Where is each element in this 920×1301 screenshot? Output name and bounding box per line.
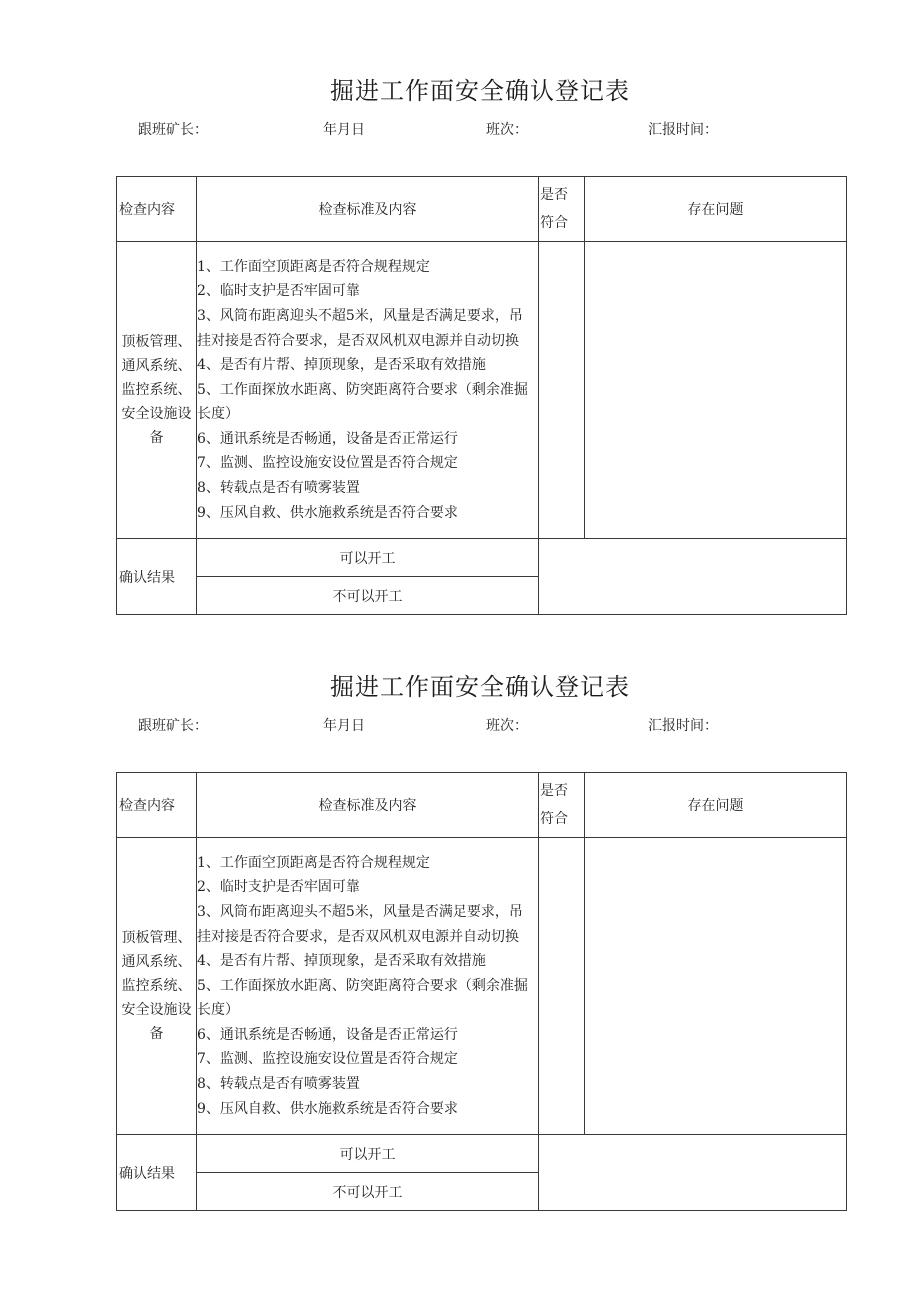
check-row [117,242,847,539]
standards-cell [197,838,539,1135]
issues-input-cell[interactable] [585,242,847,539]
standard-item: 6、通讯系统是否畅通，设备是否正常运行 [197,430,458,447]
category-line: 监控系统、 [121,382,192,398]
header-conform [539,177,585,242]
report-time-field: 汇报时间： [648,122,718,138]
inspection-table [116,176,847,615]
category-line: 通风系统、 [121,954,192,970]
result-label: 确认结果 [117,539,197,615]
result-blank-cell[interactable] [539,539,847,615]
result-option-no[interactable]: 不可以开工 [197,1173,539,1211]
category-line: 通风系统、 [121,358,192,374]
standard-item: 7、监测、监控设施安设位置是否符合规定 [197,455,458,472]
standard-item: 4、是否有片帮、掉顶现象，是否采取有效措施 [197,953,486,970]
category-cell [117,242,197,539]
date-field: 年月日 [323,122,365,138]
category-line: 安全设施设 [121,1002,192,1018]
result-row-ok [117,1135,847,1173]
standard-item: 2、临时支护是否牢固可靠 [197,879,360,896]
category-line: 顶板管理、 [121,930,192,946]
standard-item: 8、转载点是否有喷雾装置 [197,1076,360,1093]
header-standard: 检查标准及内容 [197,177,539,242]
standard-item: 3、风筒布距离迎头不超5米，风量是否满足要求，吊 [197,903,523,920]
shift-field: 班次： [486,122,528,138]
standard-item: 4、是否有片帮、掉顶现象，是否采取有效措施 [197,357,486,374]
category-line: 备 [149,1026,164,1042]
standard-item: 9、压风自救、供水施救系统是否符合要求 [197,504,458,521]
result-option-no[interactable]: 不可以开工 [197,577,539,615]
category-line: 备 [149,430,164,446]
header-conform-line1: 是否 [540,783,568,799]
standard-item: 5、工作面探放水距离、防突距离符合要求（剩余准掘 [197,381,528,398]
header-conform-line1: 是否 [540,187,568,203]
category-cell [117,838,197,1135]
conform-input-cell[interactable] [539,242,585,539]
standards-list [197,255,538,526]
header-conform-line2: 符合 [540,215,568,231]
standard-item: 1、工作面空顶距离是否符合规程规定 [197,854,430,871]
header-standard: 检查标准及内容 [197,773,539,838]
date-field: 年月日 [323,718,365,734]
check-row [117,838,847,1135]
report-time-field: 汇报时间： [648,718,718,734]
header-conform [539,773,585,838]
result-option-ok[interactable]: 可以开工 [197,539,539,577]
standard-item: 1、工作面空顶距离是否符合规程规定 [197,258,430,275]
standard-item: 挂对接是否符合要求，是否双风机双电源并自动切换 [197,928,519,945]
inspection-table [116,772,847,1211]
standard-item: 2、临时支护是否牢固可靠 [197,283,360,300]
result-row-ok [117,539,847,577]
result-option-ok[interactable]: 可以开工 [197,1135,539,1173]
header-row [117,773,847,838]
header-row [117,177,847,242]
standard-item: 3、风筒布距离迎头不超5米，风量是否满足要求，吊 [197,307,523,324]
header-issues: 存在问题 [585,773,847,838]
standard-item: 挂对接是否符合要求，是否双风机双电源并自动切换 [197,332,519,349]
conform-input-cell[interactable] [539,838,585,1135]
standards-list [197,851,538,1122]
category-line: 监控系统、 [121,978,192,994]
header-content: 检查内容 [117,773,197,838]
leader-field: 跟班矿长： [138,122,208,138]
issues-input-cell[interactable] [585,838,847,1135]
standard-item: 6、通讯系统是否畅通，设备是否正常运行 [197,1026,458,1043]
leader-field: 跟班矿长： [138,718,208,734]
form-title: 掘进工作面安全确认登记表 [330,77,630,105]
category-line: 顶板管理、 [121,334,192,350]
standard-item: 7、监测、监控设施安设位置是否符合规定 [197,1051,458,1068]
result-label: 确认结果 [117,1135,197,1211]
standard-item: 9、压风自救、供水施救系统是否符合要求 [197,1100,458,1117]
header-issues: 存在问题 [585,177,847,242]
standards-cell [197,242,539,539]
header-conform-line2: 符合 [540,811,568,827]
category-line: 安全设施设 [121,406,192,422]
header-content: 检查内容 [117,177,197,242]
shift-field: 班次： [486,718,528,734]
standard-item: 8、转载点是否有喷雾装置 [197,480,360,497]
form-title: 掘进工作面安全确认登记表 [330,673,630,701]
standard-item: 长度） [197,1002,239,1019]
standard-item: 长度） [197,406,239,423]
standard-item: 5、工作面探放水距离、防突距离符合要求（剩余准掘 [197,977,528,994]
result-blank-cell[interactable] [539,1135,847,1211]
